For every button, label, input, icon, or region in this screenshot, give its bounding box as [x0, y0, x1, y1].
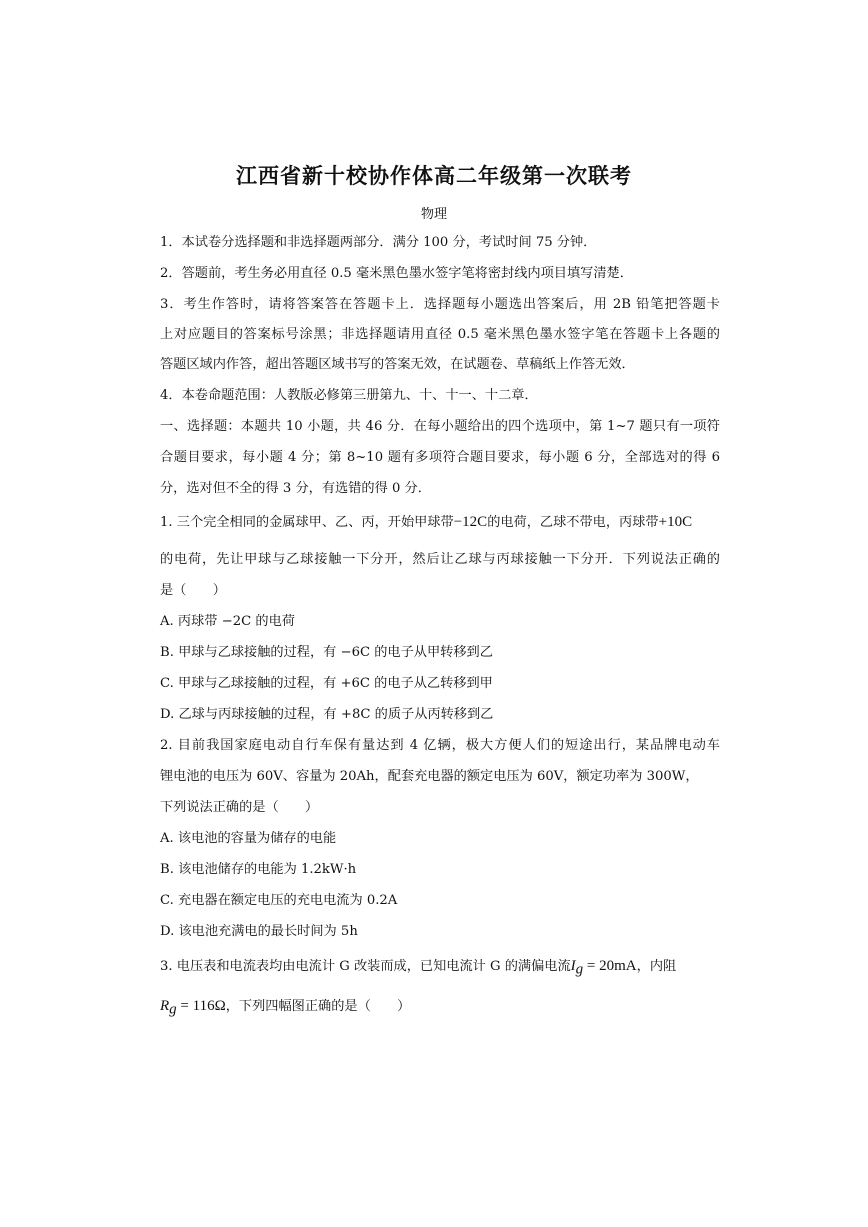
- question-2-stem: 锂电池的电压为 60V、容量为 20Ah，配套充电器的额定电压为 60V，额定功率为 300W，: [160, 769, 699, 784]
- exam-title: 江西省新十校协作体高二年级第一次联考: [236, 164, 632, 188]
- instruction-line: 1．本试卷分选择题和非选择题两部分．满分 100 分，考试时间 75 分钟．: [160, 235, 597, 250]
- question-3-text: 3. 电压表和电流表均由电流计 G 改装而成，已知电流计 G 的满偏电流: [160, 959, 571, 974]
- option-d: D. 该电池充满电的最长时间为 5h: [160, 924, 358, 939]
- instruction-line: 4．本卷命题范围：人教版必修第三册第九、十、十一、十二章．: [160, 388, 538, 403]
- question-3-text: ，下列四幅图正确的是（ ）: [225, 999, 411, 1014]
- question-1-stem: 的电荷，先让甲球与乙球接触一下分开，然后让乙球与丙球接触一下分开．下列说法正确的: [160, 552, 720, 567]
- option-d: D. 乙球与丙球接触的过程，有 +8C 的质子从丙转移到乙: [160, 707, 494, 722]
- section-heading-line: 一、选择题：本题共 10 小题，共 46 分．在每小题给出的四个选项中，第 1~7 题只有一项符: [160, 419, 720, 434]
- option-a: A. 丙球带 −2C 的电荷: [160, 614, 295, 629]
- resistance-value: = 116Ω: [176, 998, 226, 1014]
- question-2-stem: 2. 目前我国家庭电动自行车保有量达到 4 亿辆，极大方便人们的短途出行，某品牌电动车: [160, 738, 720, 753]
- charge-value: +10C: [658, 514, 693, 530]
- question-3-text: ，内阻: [636, 959, 677, 974]
- section-heading-line: 合题目要求，每小题 4 分；第 8~10 题有多项符合题目要求，每小题 6 分，全部选对的得 6: [160, 450, 720, 465]
- question-1-stem: 是（ ）: [160, 583, 226, 598]
- question-1-text: 1. 三个完全相同的金属球甲、乙、丙，开始甲球带: [160, 515, 454, 530]
- section-heading-line: 分，选对但不全的得 3 分，有选错的得 0 分．: [160, 481, 431, 496]
- instruction-line: 上对应题目的答案标号涂黑；非选择题请用直径 0.5 毫米黑色墨水签字笔在答题卡上各题的: [160, 327, 720, 342]
- exam-subject: 物理: [420, 207, 447, 222]
- current-subscript: g: [575, 961, 584, 978]
- question-3-stem: [160, 958, 720, 978]
- option-b: B. 该电池储存的电能为 1.2kW·h: [160, 862, 357, 877]
- current-value: = 20mA: [583, 958, 637, 974]
- option-a: A. 该电池的容量为储存的电能: [160, 831, 337, 846]
- option-c: C. 充电器在额定电压的充电电流为 0.2A: [160, 893, 398, 908]
- option-b: B. 甲球与乙球接触的过程，有 −6C 的电子从甲转移到乙: [160, 645, 493, 660]
- resistance-symbol: R: [160, 998, 170, 1014]
- instruction-line: 3．考生作答时，请将答案答在答题卡上．选择题每小题选出答案后，用 2B 铅笔把答题卡: [160, 297, 720, 312]
- resistance-subscript: g: [169, 1001, 177, 1018]
- instruction-line: 答题区域内作答，超出答题区域书写的答案无效，在试题卷、草稿纸上作答无效．: [160, 357, 635, 372]
- instruction-line: 2．答题前，考生务必用直径 0.5 毫米黑色墨水签字笔将密封线内项目填写清楚．: [160, 266, 633, 281]
- question-2-stem: 下列说法正确的是（ ）: [160, 800, 319, 815]
- question-1-text: 的电荷，乙球不带电，丙球带: [487, 515, 659, 530]
- option-c: C. 甲球与乙球接触的过程，有 +6C 的电子从乙转移到甲: [160, 676, 493, 691]
- question-1-stem: [160, 514, 720, 531]
- question-3-stem: [160, 998, 720, 1018]
- current-symbol: I: [570, 958, 576, 974]
- charge-value: −12C: [453, 514, 488, 530]
